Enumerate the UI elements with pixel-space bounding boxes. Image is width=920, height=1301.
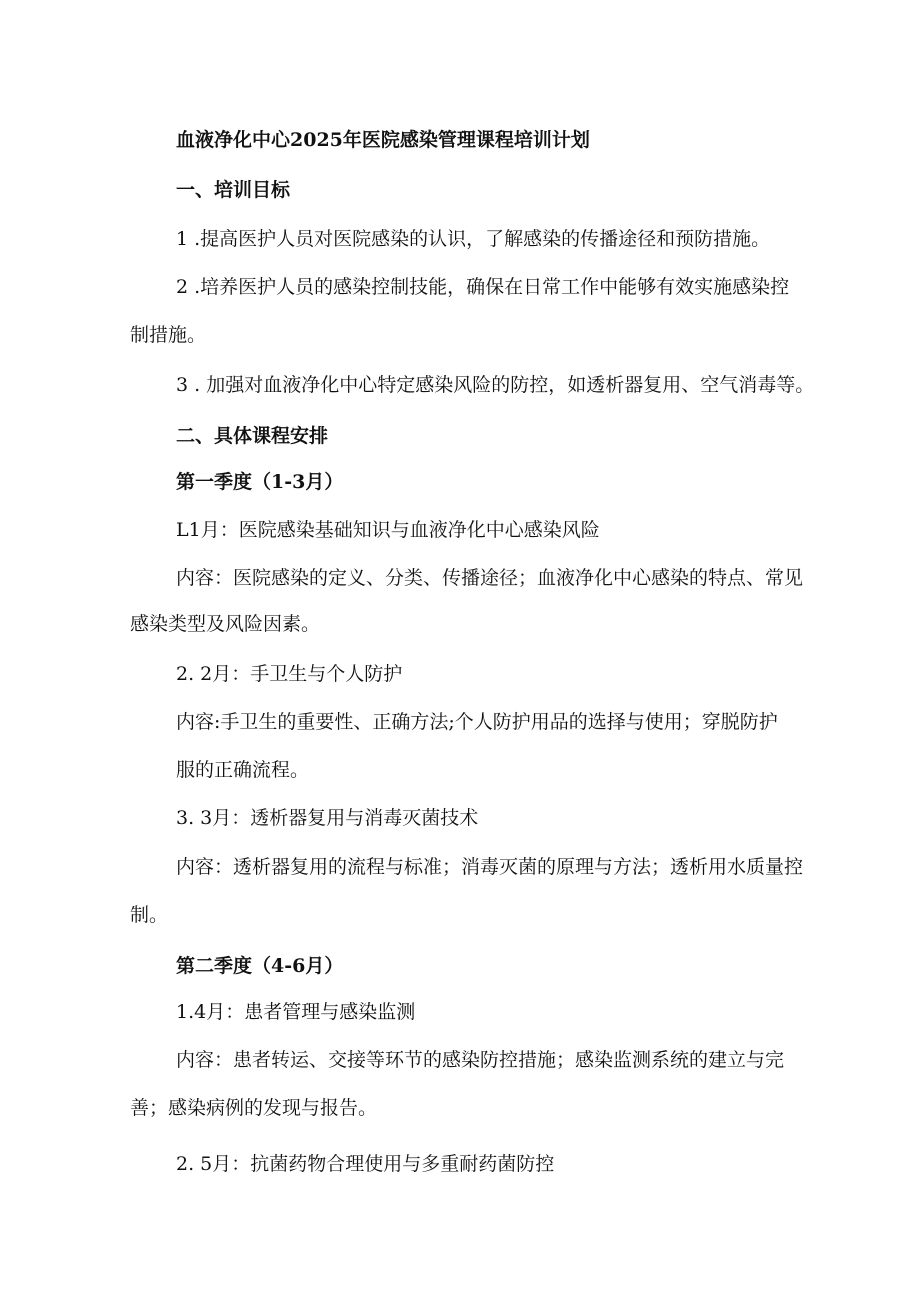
m4-content: 内容：患者转运、交接等环节的感染防控措施；感染监测系统的建立与完 xyxy=(176,1049,785,1071)
m4-content-cont: 善；感染病例的发现与报告。 xyxy=(130,1097,378,1119)
q2-heading: 第二季度（4-6月） xyxy=(176,955,344,977)
m3-content: 内容：透析器复用的流程与标准；消毒灭菌的原理与方法；透析用水质量控 xyxy=(176,856,804,878)
m5-title: 2. 5月：抗菌药物合理使用与多重耐药菌防控 xyxy=(176,1153,555,1175)
goal-item-2: 2 .培养医护人员的感染控制技能，确保在日常工作中能够有效实施感染控 xyxy=(176,276,790,298)
section2-heading: 二、具体课程安排 xyxy=(176,425,329,447)
m2-content: 内容:手卫生的重要性、正确方法;个人防护用品的选择与使用；穿脱防护 xyxy=(176,711,778,733)
section1-heading: 一、培训目标 xyxy=(176,179,291,201)
m1-content: 内容：医院感染的定义、分类、传播途径；血液净化中心感染的特点、常见 xyxy=(176,567,804,589)
q1-heading: 第一季度（1-3月） xyxy=(176,471,344,493)
document-title: 血液净化中心2025年医院感染管理课程培训计划 xyxy=(176,129,590,151)
goal-item-2-cont: 制措施。 xyxy=(130,324,207,346)
m3-content-cont: 制。 xyxy=(130,904,169,926)
goal-item-3: 3 . 加强对血液净化中心特定感染风险的防控，如透析器复用、空气消毒等。 xyxy=(176,374,815,396)
m4-title: 1.4月：患者管理与感染监测 xyxy=(176,1001,416,1023)
m1-content-cont: 感染类型及风险因素。 xyxy=(130,613,321,635)
m3-title: 3. 3月：透析器复用与消毒灭菌技术 xyxy=(176,807,479,829)
m2-content-cont: 服的正确流程。 xyxy=(176,759,310,781)
goal-item-1: 1 .提高医护人员对医院感染的认识，了解感染的传播途径和预防措施。 xyxy=(176,228,771,250)
m1-title: L1月：医院感染基础知识与血液净化中心感染风险 xyxy=(176,519,600,541)
m2-title: 2. 2月：手卫生与个人防护 xyxy=(176,663,403,685)
